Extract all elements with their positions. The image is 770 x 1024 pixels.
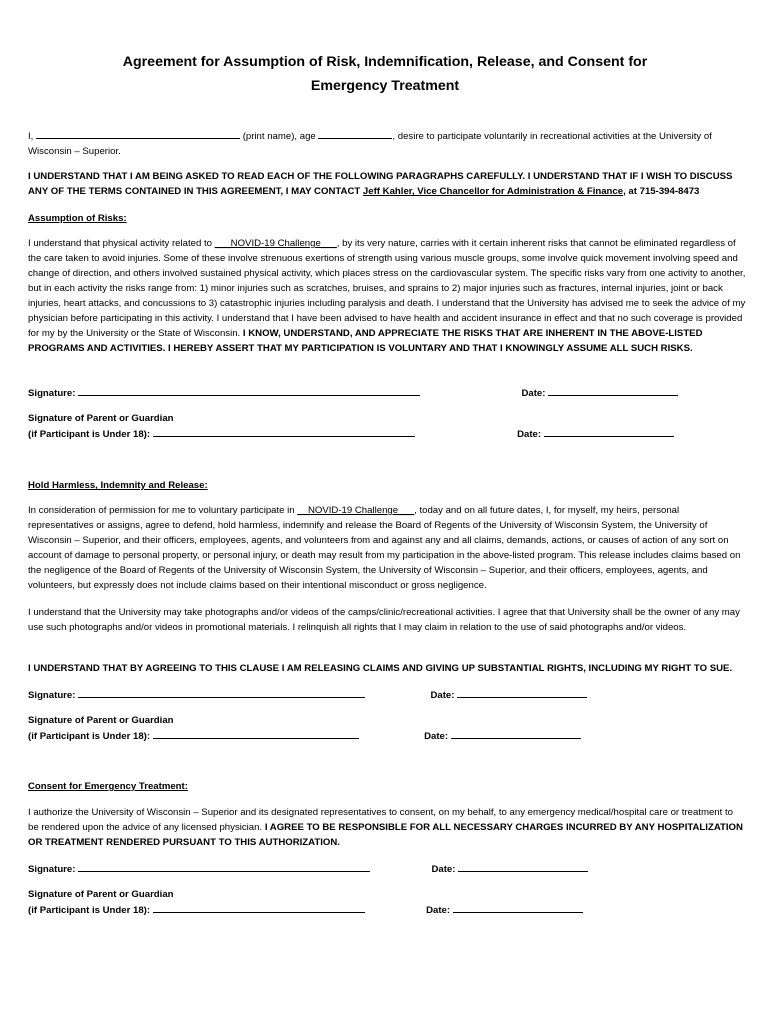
- date-line-1[interactable]: [548, 385, 678, 396]
- assumption-pre: I understand that physical activity related to: [28, 238, 212, 249]
- under18-label: (if Participant is Under 18):: [28, 731, 151, 742]
- consent-body: I authorize the University of Wisconsin – Superior and its designated representatives to consent, on my behalf, to any emergency medical/hospital care or treatment to be rendered upon the advice of any licensed physician.: [28, 807, 733, 833]
- signature-line-2[interactable]: [78, 687, 365, 698]
- parent-signature-line-3[interactable]: [153, 902, 365, 913]
- signature-row-2: [28, 687, 587, 703]
- date-label: Date:: [430, 690, 455, 701]
- under18-label: (if Participant is Under 18):: [28, 905, 151, 916]
- parent-label-3: Signature of Parent or Guardian: [28, 889, 174, 900]
- assumption-heading: Assumption of Risks:: [28, 213, 127, 224]
- assumption-paragraph: [28, 236, 746, 356]
- hold-body: , today and on all future dates, I, for myself, my heirs, personal representatives or assigns, agree to defend, hold harmless, indemnify and release the Board of Regents of the University of Wisconsin System, the University of Wisconsin – Superior, and their officers, employees, agents, and volunteers from and against any and all claims, demands, actions, or causes of action of any sort on account of damage to personal property, or personal injury, or death may result from my participation in the above-listed program. This release includes claims based on the negligence of the Board of Regents of the University of Wisconsin System, the University of Wisconsin – Superior, and their officers, employees, agents, and volunteers, but expressly does not include claims based on their intentional misconduct or gross negligence.: [28, 505, 741, 591]
- parent-row-2: [28, 728, 581, 744]
- assumption-bold: I KNOW, UNDERSTAND, AND APPRECIATE THE RISKS THAT ARE INHERENT IN THE ABOVE-LISTED PROGRAMS AND ACTIVITIES. I HEREBY ASSERT THAT MY PARTICIPATION IS VOLUNTARY AND THAT I KNOWINGLY ASSUME ALL SUCH RISKS.: [28, 328, 703, 354]
- date-line-3[interactable]: [458, 861, 588, 872]
- signature-line-3[interactable]: [78, 861, 370, 872]
- print-name-label: (print name), age: [242, 131, 316, 142]
- intro-line-2: Wisconsin – Superior.: [28, 146, 121, 157]
- hold-bold: I UNDERSTAND THAT BY AGREEING TO THIS CLAUSE I AM RELEASING CLAIMS AND GIVING UP SUBSTANTIAL RIGHTS, INCLUDING MY RIGHT TO SUE.: [28, 663, 733, 674]
- parent-date-line-3[interactable]: [453, 902, 583, 913]
- notice-text: I UNDERSTAND THAT I AM BEING ASKED TO READ EACH OF THE FOLLOWING PARAGRAPHS CAREFULLY. I UNDERSTAND THAT IF I WISH TO DISCUSS ANY OF THE TERMS CONTAINED IN THIS AGREEMENT, I MAY CONTACT: [28, 171, 733, 197]
- contact-person: Jeff Kahler, Vice Chancellor for Administration & Finance: [362, 186, 624, 197]
- intro-desire: , desire to participate voluntarily in recreational activities at the University of: [392, 131, 712, 142]
- hold-activity: __NOVID-19 Challenge___: [297, 505, 415, 516]
- date-label: Date:: [431, 864, 456, 875]
- age-field[interactable]: [318, 128, 392, 139]
- title-line-2: Emergency Treatment: [310, 78, 460, 94]
- date-label: Date:: [517, 429, 542, 440]
- intro-i: I,: [28, 131, 34, 142]
- consent-paragraph: [28, 805, 746, 850]
- assumption-body: , by its very nature, carries with it certain inherent risks that cannot be eliminated regardless of the care taken to avoid injuries. Some of these involve strenuous exertions of strength using various muscle groups, some involve quick movement involving speed and change of direction, and others involved sustained physical activity, which places stress on the cardiovascular system. The specific risks vary from one activity to another, but in each activity the risks range from: 1) minor injuries such as scratches, bruises, and sprains to 2) major injuries such as fractures, internal injuries, joint or back injuries, heart attacks, and concussions to 3) catastrophic injuries including paralysis and death. I understand that the University has advised me to seek the advice of my physician before participating in this activity. I understand that I have been advised to have health and accident insurance in effect and that no such coverage is provided for my by the University or the State of Wisconsin.: [28, 238, 746, 339]
- consent-heading: Consent for Emergency Treatment:: [28, 781, 188, 792]
- signature-label: Signature:: [28, 388, 76, 399]
- parent-signature-line-1[interactable]: [153, 426, 415, 437]
- notice-paragraph: [28, 169, 746, 199]
- parent-row-3: [28, 902, 583, 918]
- under18-label: (if Participant is Under 18):: [28, 429, 151, 440]
- parent-date-line-1[interactable]: [544, 426, 674, 437]
- contact-phone: , at 715-394-8473: [623, 186, 700, 197]
- hold-heading: Hold Harmless, Indemnity and Release:: [28, 480, 208, 491]
- hold-paragraph: [28, 503, 746, 593]
- title-line-1: Agreement for Assumption of Risk, Indemnification, Release, and Consent for: [122, 54, 648, 70]
- consent-bold: I AGREE TO BE RESPONSIBLE FOR ALL NECESSARY CHARGES INCURRED BY ANY HOSPITALIZATION OR TREATMENT RENDERED PURSUANT TO THIS AUTHORIZATION.: [28, 822, 743, 848]
- date-label: Date:: [521, 388, 546, 399]
- signature-row-1: [28, 385, 678, 401]
- photos-paragraph: I understand that the University may take photographs and/or videos of the camps/clinic/recreational activities. I agree that that University shall be the owner of any may use such photographs and/or videos in promotional materials. I relinquish all rights that I may claim in relation to the use of said photographs and/or videos.: [28, 607, 740, 633]
- parent-label-2: Signature of Parent or Guardian: [28, 715, 174, 726]
- document-title: [60, 50, 710, 98]
- print-name-field[interactable]: [36, 128, 240, 139]
- signature-line-1[interactable]: [78, 385, 420, 396]
- date-label: Date:: [424, 731, 449, 742]
- parent-signature-line-2[interactable]: [153, 728, 359, 739]
- parent-label-1: Signature of Parent or Guardian: [28, 413, 174, 424]
- parent-row-1: [28, 426, 674, 442]
- date-line-2[interactable]: [457, 687, 587, 698]
- parent-date-line-2[interactable]: [451, 728, 581, 739]
- signature-label: Signature:: [28, 864, 76, 875]
- signature-row-3: [28, 861, 588, 877]
- hold-pre: In consideration of permission for me to voluntary participate in: [28, 505, 295, 516]
- assumption-activity: ___NOVID-19 Challenge___: [214, 238, 337, 249]
- intro-paragraph: [28, 128, 746, 159]
- signature-label: Signature:: [28, 690, 76, 701]
- date-label: Date:: [426, 905, 451, 916]
